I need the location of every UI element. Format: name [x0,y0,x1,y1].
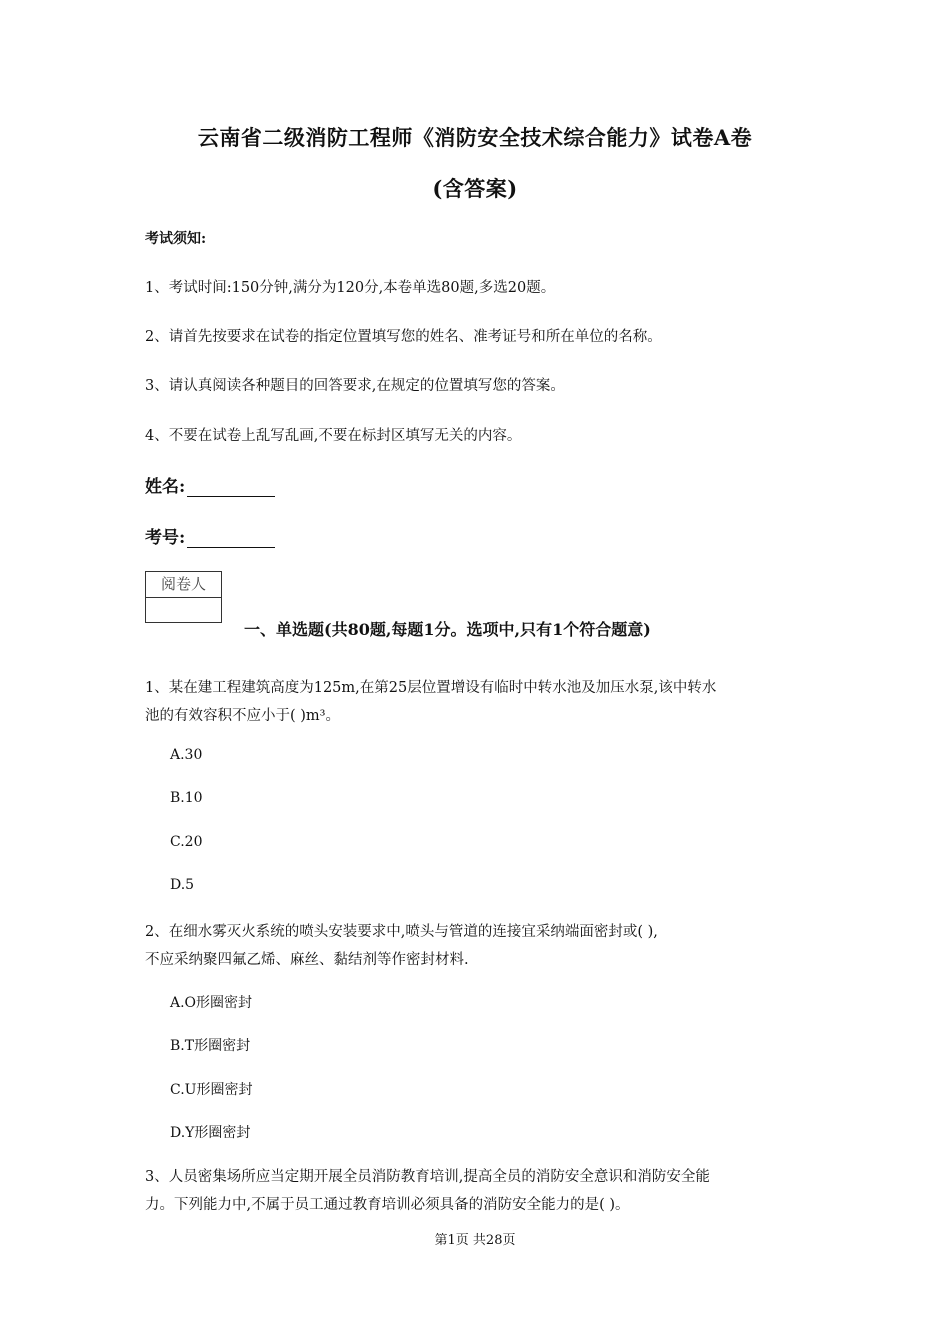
question-1-line-1: 1、某在建工程建筑高度为125m,在第25层位置增设有临时中转水池及加压水泵,该中转水 [145,680,717,696]
question-2-option-c: C.U形圈密封 [170,1082,253,1098]
id-blank[interactable] [187,529,275,548]
question-2-line-2: 不应采纳聚四氟乙烯、麻丝、黏结剂等作密封材料. [145,952,469,968]
notice-item: 4、不要在试卷上乱写乱画,不要在标封区填写无关的内容。 [145,428,522,444]
name-field [145,472,275,497]
name-label: 姓名: [145,477,186,497]
doc-subtitle: (含答案) [432,176,518,201]
name-blank[interactable] [187,478,275,497]
question-2-line-1: 2、在细水雾灭火系统的喷头安装要求中,喷头与管道的连接宜采纳端面密封或( ), [145,924,658,940]
question-1-line-2: 池的有效容积不应小于( )m³。 [145,708,340,724]
page-footer: 第1页 共28页 [434,1233,516,1248]
question-1-option-c: C.20 [170,834,203,850]
section-title: 一、单选题(共80题,每题1分。选项中,只有1个符合题意) [244,620,651,639]
id-field [145,523,275,548]
question-2-option-b: B.T形圈密封 [170,1038,251,1054]
question-1-option-a: A.30 [170,747,203,763]
notice-item: 3、请认真阅读各种题目的回答要求,在规定的位置填写您的答案。 [145,378,565,394]
notice-item: 1、考试时间:150分钟,满分为120分,本卷单选80题,多选20题。 [145,280,556,296]
doc-title: 云南省二级消防工程师《消防安全技术综合能力》试卷A卷 [197,125,753,150]
grader-box [145,571,222,623]
question-3-line-2: 力。下列能力中,不属于员工通过教育培训必须具备的消防安全能力的是( )。 [145,1197,630,1213]
notice-heading: 考试须知: [145,231,207,247]
question-2-option-d: D.Y形圈密封 [170,1125,251,1141]
question-3-line-1: 3、人员密集场所应当定期开展全员消防教育培训,提高全员的消防安全意识和消防安全能 [145,1169,710,1185]
notice-item: 2、请首先按要求在试卷的指定位置填写您的姓名、准考证号和所在单位的名称。 [145,329,662,345]
question-1-option-d: D.5 [170,877,195,893]
grader-label: 阅卷人 [146,572,221,598]
question-2-option-a: A.O形圈密封 [170,995,253,1011]
question-1-option-b: B.10 [170,790,203,806]
id-label: 考号: [145,528,186,548]
grader-score-cell[interactable] [146,598,221,622]
